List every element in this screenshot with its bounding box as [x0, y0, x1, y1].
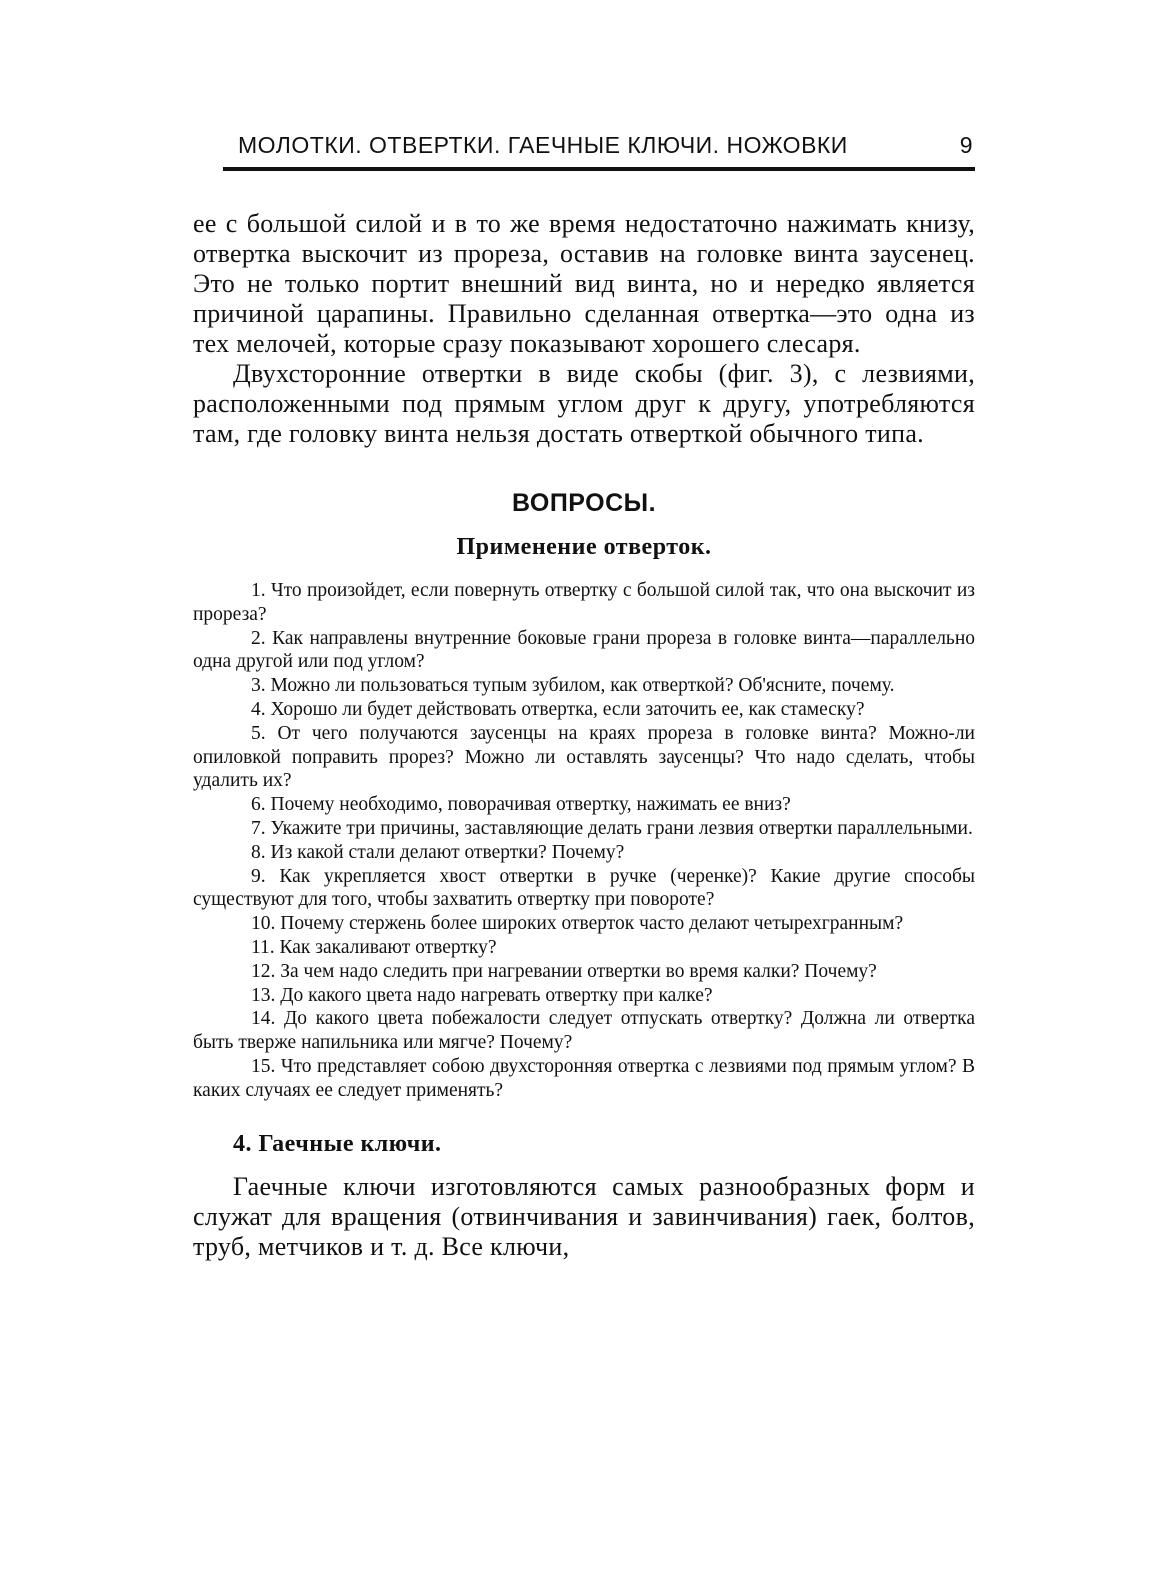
question-item: 13. До какого цвета надо нагревать отвертку при калке?: [251, 984, 713, 1006]
body-text: [193, 209, 975, 449]
questions-list: [193, 579, 975, 1103]
paragraph: ее с большой силой и в то же время недостаточно нажимать книзу, отвертка выскочит из прореза, оставив на головке винта заусенец. Это не только портит внешний вид винта, но и нередко является причиной царапины. Правильно сделанная отвертка—это одна из тех мелочей, которые сразу показывают хорошего слесаря.: [193, 209, 975, 358]
question-item: 4. Хорошо ли будет действовать отвертка, если заточить ее, как стамеску?: [251, 698, 865, 720]
question-item: 9. Как укрепляется хвост отвертки в ручке (черенке)? Какие другие способы существуют для того, чтобы захватить отвертку при повороте?: [193, 865, 975, 911]
question-item: 2. Как направлены внутренние боковые грани прореза в головке винта—параллельно одна другой или под углом?: [193, 627, 975, 673]
paragraph: Двухсторонние отвертки в виде скобы (фиг. 3), с лезвиями, расположенными под прямым углом друг к другу, употребляются там, где головку винта нельзя достать отверткой обычного типа.: [193, 359, 975, 448]
header-rule: [223, 167, 975, 171]
question-item: 3. Можно ли пользоваться тупым зубилом, как отверткой? Об'ясните, почему.: [251, 675, 895, 697]
questions-heading: ВОПРОСЫ.: [511, 489, 657, 517]
question-item: 10. Почему стержень более широких отверток часто делают четырехгранным?: [251, 913, 904, 935]
question-item: 14. До какого цвета побежалости следует отпускать отвертку? Должна ли отвертка быть тверже напильника или мягче? Почему?: [193, 1008, 975, 1054]
running-title: МОЛОТКИ. ОТВЕРТКИ. ГАЕЧНЫЕ КЛЮЧИ. НОЖОВКИ: [238, 132, 848, 158]
question-item: 15. Что представляет собою двухсторонняя отвертка с лезвиями под прямым углом? В каких случаях ее следует применять?: [193, 1055, 975, 1101]
book-page: [193, 125, 975, 1262]
page-header: [193, 125, 975, 159]
paragraph: Гаечные ключи изготовляются самых разнообразных форм и служат для вращения (отвинчивания и завинчивания) гаек, болтов, труб, метчиков и т. д. Все ключи,: [193, 1171, 975, 1261]
question-item: 6. Почему необходимо, поворачивая отвертку, нажимать ее вниз?: [251, 794, 791, 816]
question-item: 7. Укажите три причины, заставляющие делать грани лезвия отвертки параллельными.: [251, 817, 973, 839]
questions-subheading: Применение отверток.: [456, 534, 712, 560]
section-text: [193, 1172, 975, 1262]
question-item: 1. Что произойдет, если повернуть отвертку с большой силой так, что она выскочит из прореза?: [193, 580, 975, 625]
question-item: 8. Из какой стали делают отвертки? Почему?: [251, 841, 625, 863]
question-item: 5. От чего получаются заусенцы на краях прореза в головке винта? Можно-ли опиловкой поправить прорез? Можно ли оставлять заусенцы? Что надо сделать, чтобы удалить их?: [193, 722, 975, 792]
section-heading: 4. Гаечные ключи.: [233, 1130, 442, 1157]
question-item: 11. Как закаливают отвертку?: [251, 936, 497, 958]
question-item: 12. За чем надо следить при нагревании отвертки во время калки? Почему?: [251, 960, 877, 982]
page-number: 9: [959, 132, 973, 158]
